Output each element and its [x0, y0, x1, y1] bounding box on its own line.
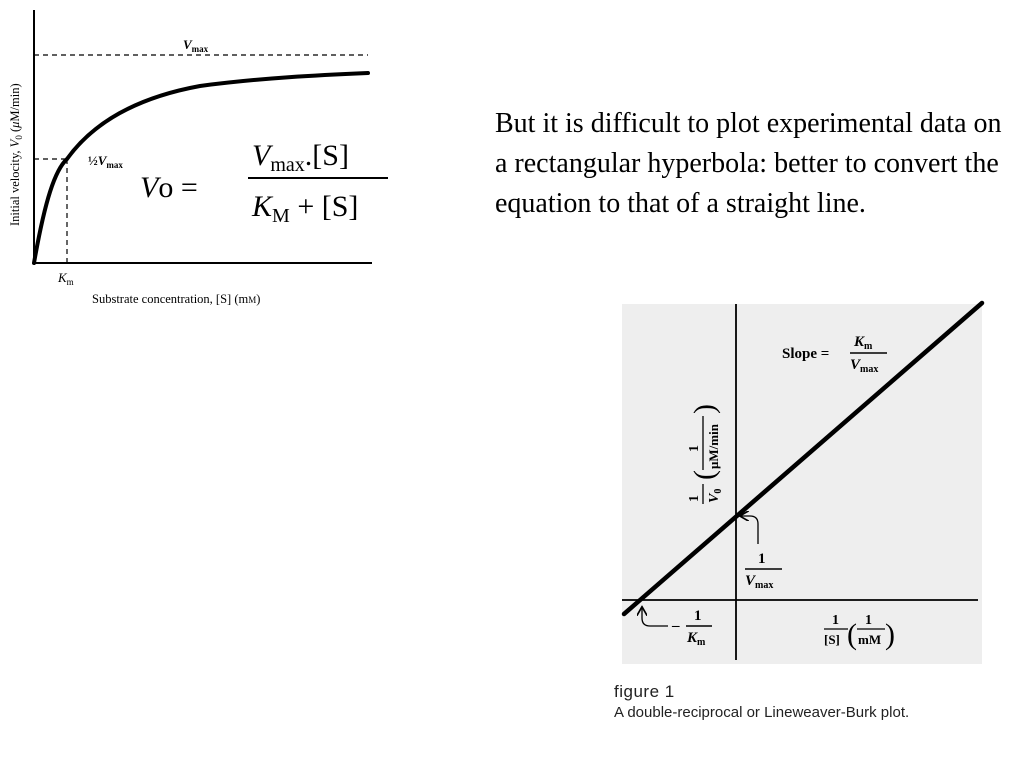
equation-numerator: $V_{max}.[S]$ [252, 139, 349, 176]
lb-y-unit-num: 1 [687, 445, 702, 452]
lb-x-num: 1 [832, 613, 839, 628]
svg-text:): ) [688, 404, 721, 414]
equation-lhs: Vo = [140, 171, 198, 204]
lb-x-unit-num: 1 [865, 613, 872, 628]
x-intercept-dash: – [672, 618, 680, 634]
mm-x-axis-label: Substrate concentration, [S] (mM) [92, 292, 261, 306]
lb-x-unit-den: mM [858, 632, 882, 647]
half-vmax-label: $\frac{1}{2}V_{max}$ [88, 153, 123, 170]
lb-y-one: 1 [687, 495, 702, 502]
equation-denominator: $K_M + [S]$ [252, 190, 359, 227]
km-label: $K_m$ [58, 270, 74, 287]
figure-description: A double-reciprocal or Lineweaver-Burk plot. [614, 704, 910, 721]
michaelis-menten-equation [136, 130, 396, 230]
lb-x-paren-close: ) [885, 618, 895, 651]
lb-y-v0: $V_0$ [707, 488, 724, 503]
x-intercept-numerator: 1 [694, 608, 702, 624]
x-intercept-denominator: $K_m$ [687, 630, 706, 648]
svg-text:(: ( [688, 470, 721, 480]
lb-x-den: [S] [824, 632, 840, 647]
lb-x-paren-open: ( [847, 618, 857, 651]
mm-y-axis-label: Initial velocity, $V_0$ (μM/min) [8, 83, 24, 226]
figure-number: figure 1 [614, 682, 675, 701]
lb-y-unit-den: μM/min [706, 424, 721, 469]
slope-label: Slope = [782, 346, 830, 362]
slide-text: But it is difficult to plot experimental data on a rectangular hyperbola: better to convert the equation to that of a straight line. [495, 108, 1002, 219]
figure-caption [614, 682, 909, 721]
vmax-label: $V_{max}$ [183, 37, 209, 54]
lineweaver-burk-plot [600, 298, 1000, 678]
y-intercept-denominator: $V_{max}$ [745, 573, 774, 591]
slope-numerator: $K_m$ [854, 334, 873, 352]
slope-denominator: $V_{max}$ [850, 357, 879, 375]
y-intercept-numerator: 1 [758, 551, 766, 567]
